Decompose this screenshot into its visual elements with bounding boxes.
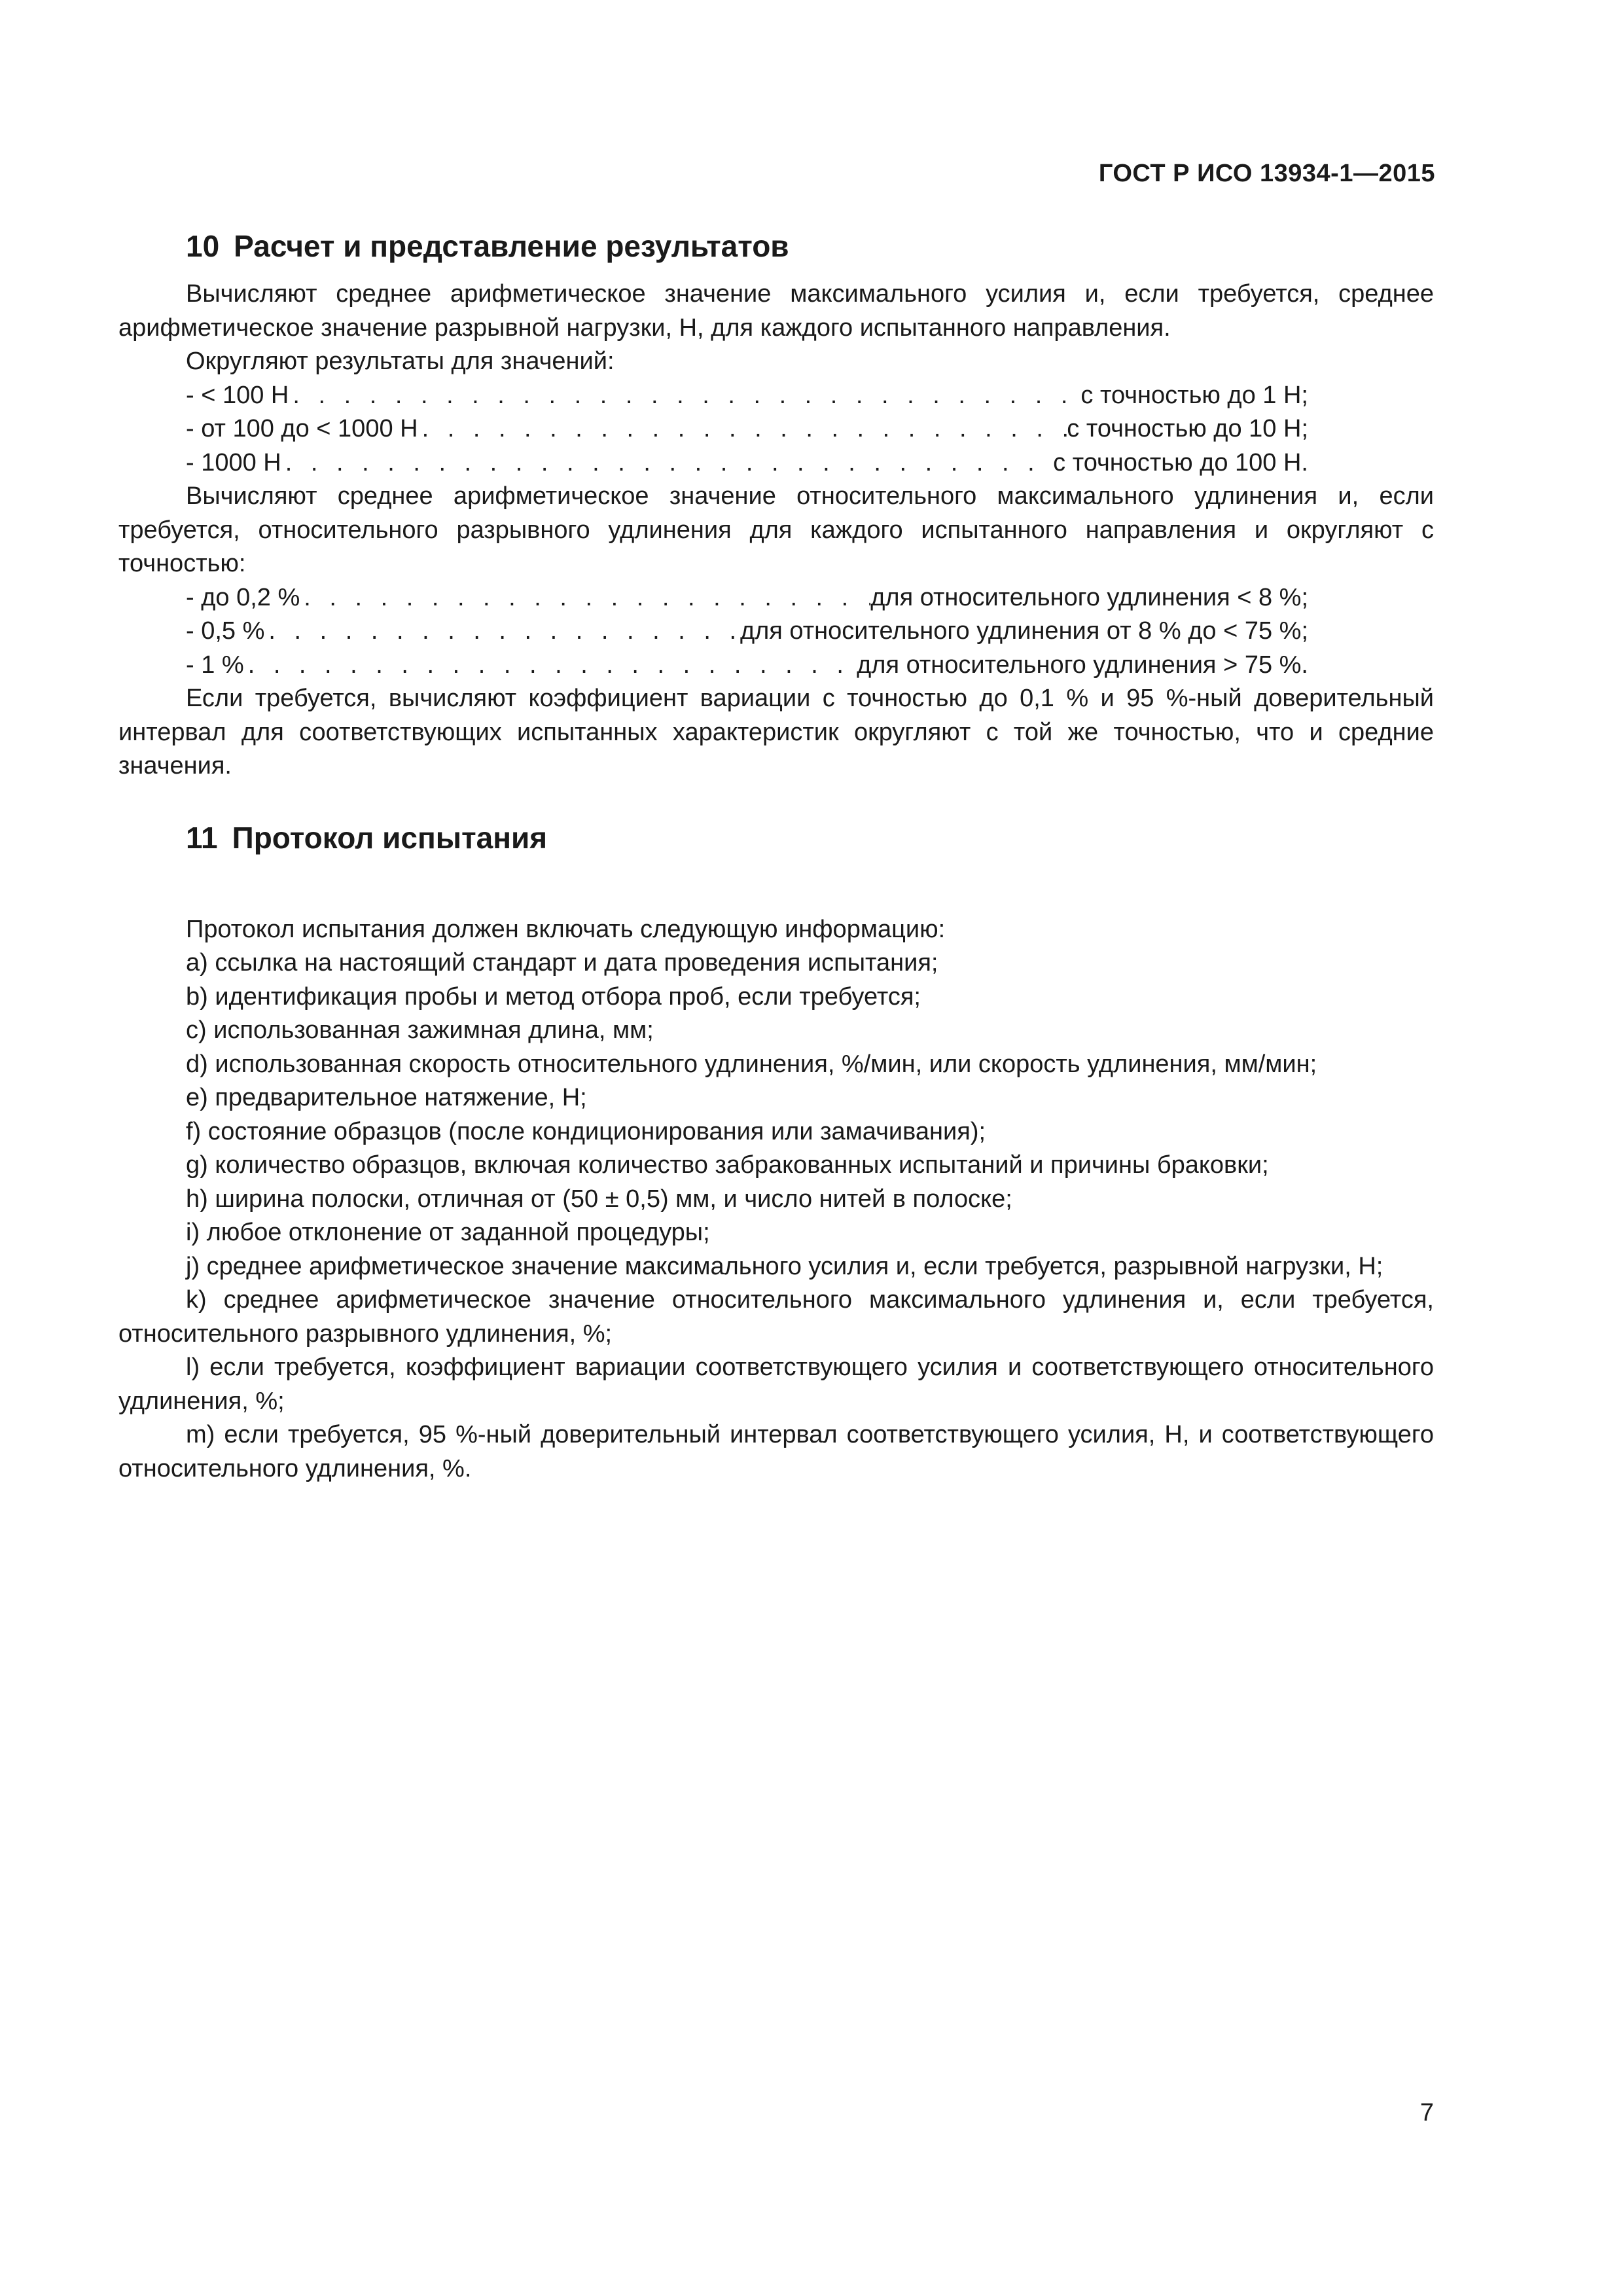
section-10-paragraph-3: Если требуется, вычисляют коэффициент вариации с точностью до 0,1 % и 95 %-ный доверительный интервал для соответствующих испытанных характеристик округляют с той же точностью, что и средние значения. — [118, 685, 1434, 780]
dot-leader — [289, 379, 1080, 413]
force-row-3 — [186, 446, 1308, 480]
force-row-precision: с точностью до 1 Н; — [1080, 381, 1308, 409]
section-10-paragraph-2: Вычисляют среднее арифметическое значение относительного максимального удлинения и, если требуется, относительного разрывного удлинения для каждого испытанного направления и округляют с точностью: — [118, 482, 1434, 577]
dot-leader — [418, 412, 1067, 446]
section-11-title: Протокол испытания — [232, 820, 548, 855]
elongation-row-3 — [186, 649, 1308, 683]
force-row-lead: - от 100 до < 1000 Н — [186, 415, 418, 442]
force-row-1 — [186, 379, 1308, 413]
protocol-intro: Протокол испытания должен включать следующую информацию: — [186, 915, 946, 943]
protocol-item-m: m) если требуется, 95 %-ный доверительный интервал соответствующего усилия, Н, и соответствующего относительного удлинения, %. — [118, 1421, 1434, 1482]
force-row-2 — [186, 412, 1308, 446]
protocol-item-e: e) предварительное натяжение, Н; — [186, 1084, 587, 1111]
force-row-precision: с точностью до 10 Н; — [1067, 415, 1308, 442]
protocol-item-f: f) состояние образцов (после кондиционирования или замачивания); — [186, 1117, 986, 1145]
dot-leader — [281, 446, 1053, 480]
elongation-row-lead: - 0,5 % — [186, 617, 265, 645]
dot-leader — [264, 615, 740, 649]
elongation-row-lead: - 1 % — [186, 651, 244, 679]
protocol-item-c: c) использованная зажимная длина, мм; — [186, 1016, 654, 1044]
elongation-row-condition: для относительного удлинения < 8 %; — [870, 583, 1308, 611]
protocol-item-b: b) идентификация пробы и метод отбора проб, если требуется; — [186, 982, 921, 1011]
dot-leader — [244, 649, 857, 683]
page-number: 7 — [1419, 2099, 1434, 2126]
section-10-heading — [118, 226, 1434, 266]
protocol-item-l: l) если требуется, коэффициент вариации соответствующего усилия и соответствующего относительного удлинения, %; — [118, 1354, 1434, 1415]
protocol-item-g: g) количество образцов, включая количество забракованных испытаний и причины браковки; — [186, 1151, 1269, 1179]
protocol-item-i: i) любое отклонение от заданной процедуры; — [186, 1219, 710, 1246]
page-content — [118, 226, 1434, 1486]
spacer — [118, 884, 1434, 913]
section-10-number: 10 — [186, 229, 220, 263]
elongation-row-lead: - до 0,2 % — [186, 583, 300, 611]
protocol-item-j: j) среднее арифметическое значение максимального усилия и, если требуется, разрывной нагрузки, Н; — [186, 1252, 1383, 1280]
force-row-precision: с точностью до 100 Н. — [1053, 448, 1308, 476]
elongation-row-2 — [186, 615, 1308, 649]
force-row-lead: - 1000 Н — [186, 448, 281, 476]
document-code-header: ГОСТ Р ИСО 13934-1—2015 — [1098, 160, 1435, 187]
protocol-item-a: a) ссылка на настоящий стандарт и дата проведения испытания; — [186, 949, 938, 977]
section-10-title: Расчет и представление результатов — [234, 229, 789, 263]
protocol-item-k: k) среднее арифметическое значение относительного максимального удлинения и, если требуется, относительного разрывного удлинения, %; — [118, 1286, 1434, 1348]
elongation-row-1 — [186, 581, 1308, 615]
elongation-row-condition: для относительного удлинения от 8 % до < 75 %; — [740, 617, 1308, 645]
protocol-item-h: h) ширина полоски, отличная от (50 ± 0,5) мм, и число нитей в полоске; — [186, 1185, 1012, 1213]
rounding-intro: Округляют результаты для значений: — [186, 348, 615, 375]
section-11-number: 11 — [186, 820, 218, 855]
section-10-paragraph-1: Вычисляют среднее арифметическое значение максимального усилия и, если требуется, среднее арифметическое значение разрывной нагрузки, Н, для каждого испытанного направления. — [118, 280, 1434, 342]
protocol-item-d: d) использованная скорость относительного удлинения, %/мин, или скорость удлинения, мм/мин; — [186, 1050, 1317, 1078]
force-row-lead: - < 100 Н — [186, 381, 289, 409]
elongation-row-condition: для относительного удлинения > 75 %. — [857, 651, 1308, 679]
section-11-heading — [118, 817, 1434, 858]
dot-leader — [300, 581, 870, 615]
